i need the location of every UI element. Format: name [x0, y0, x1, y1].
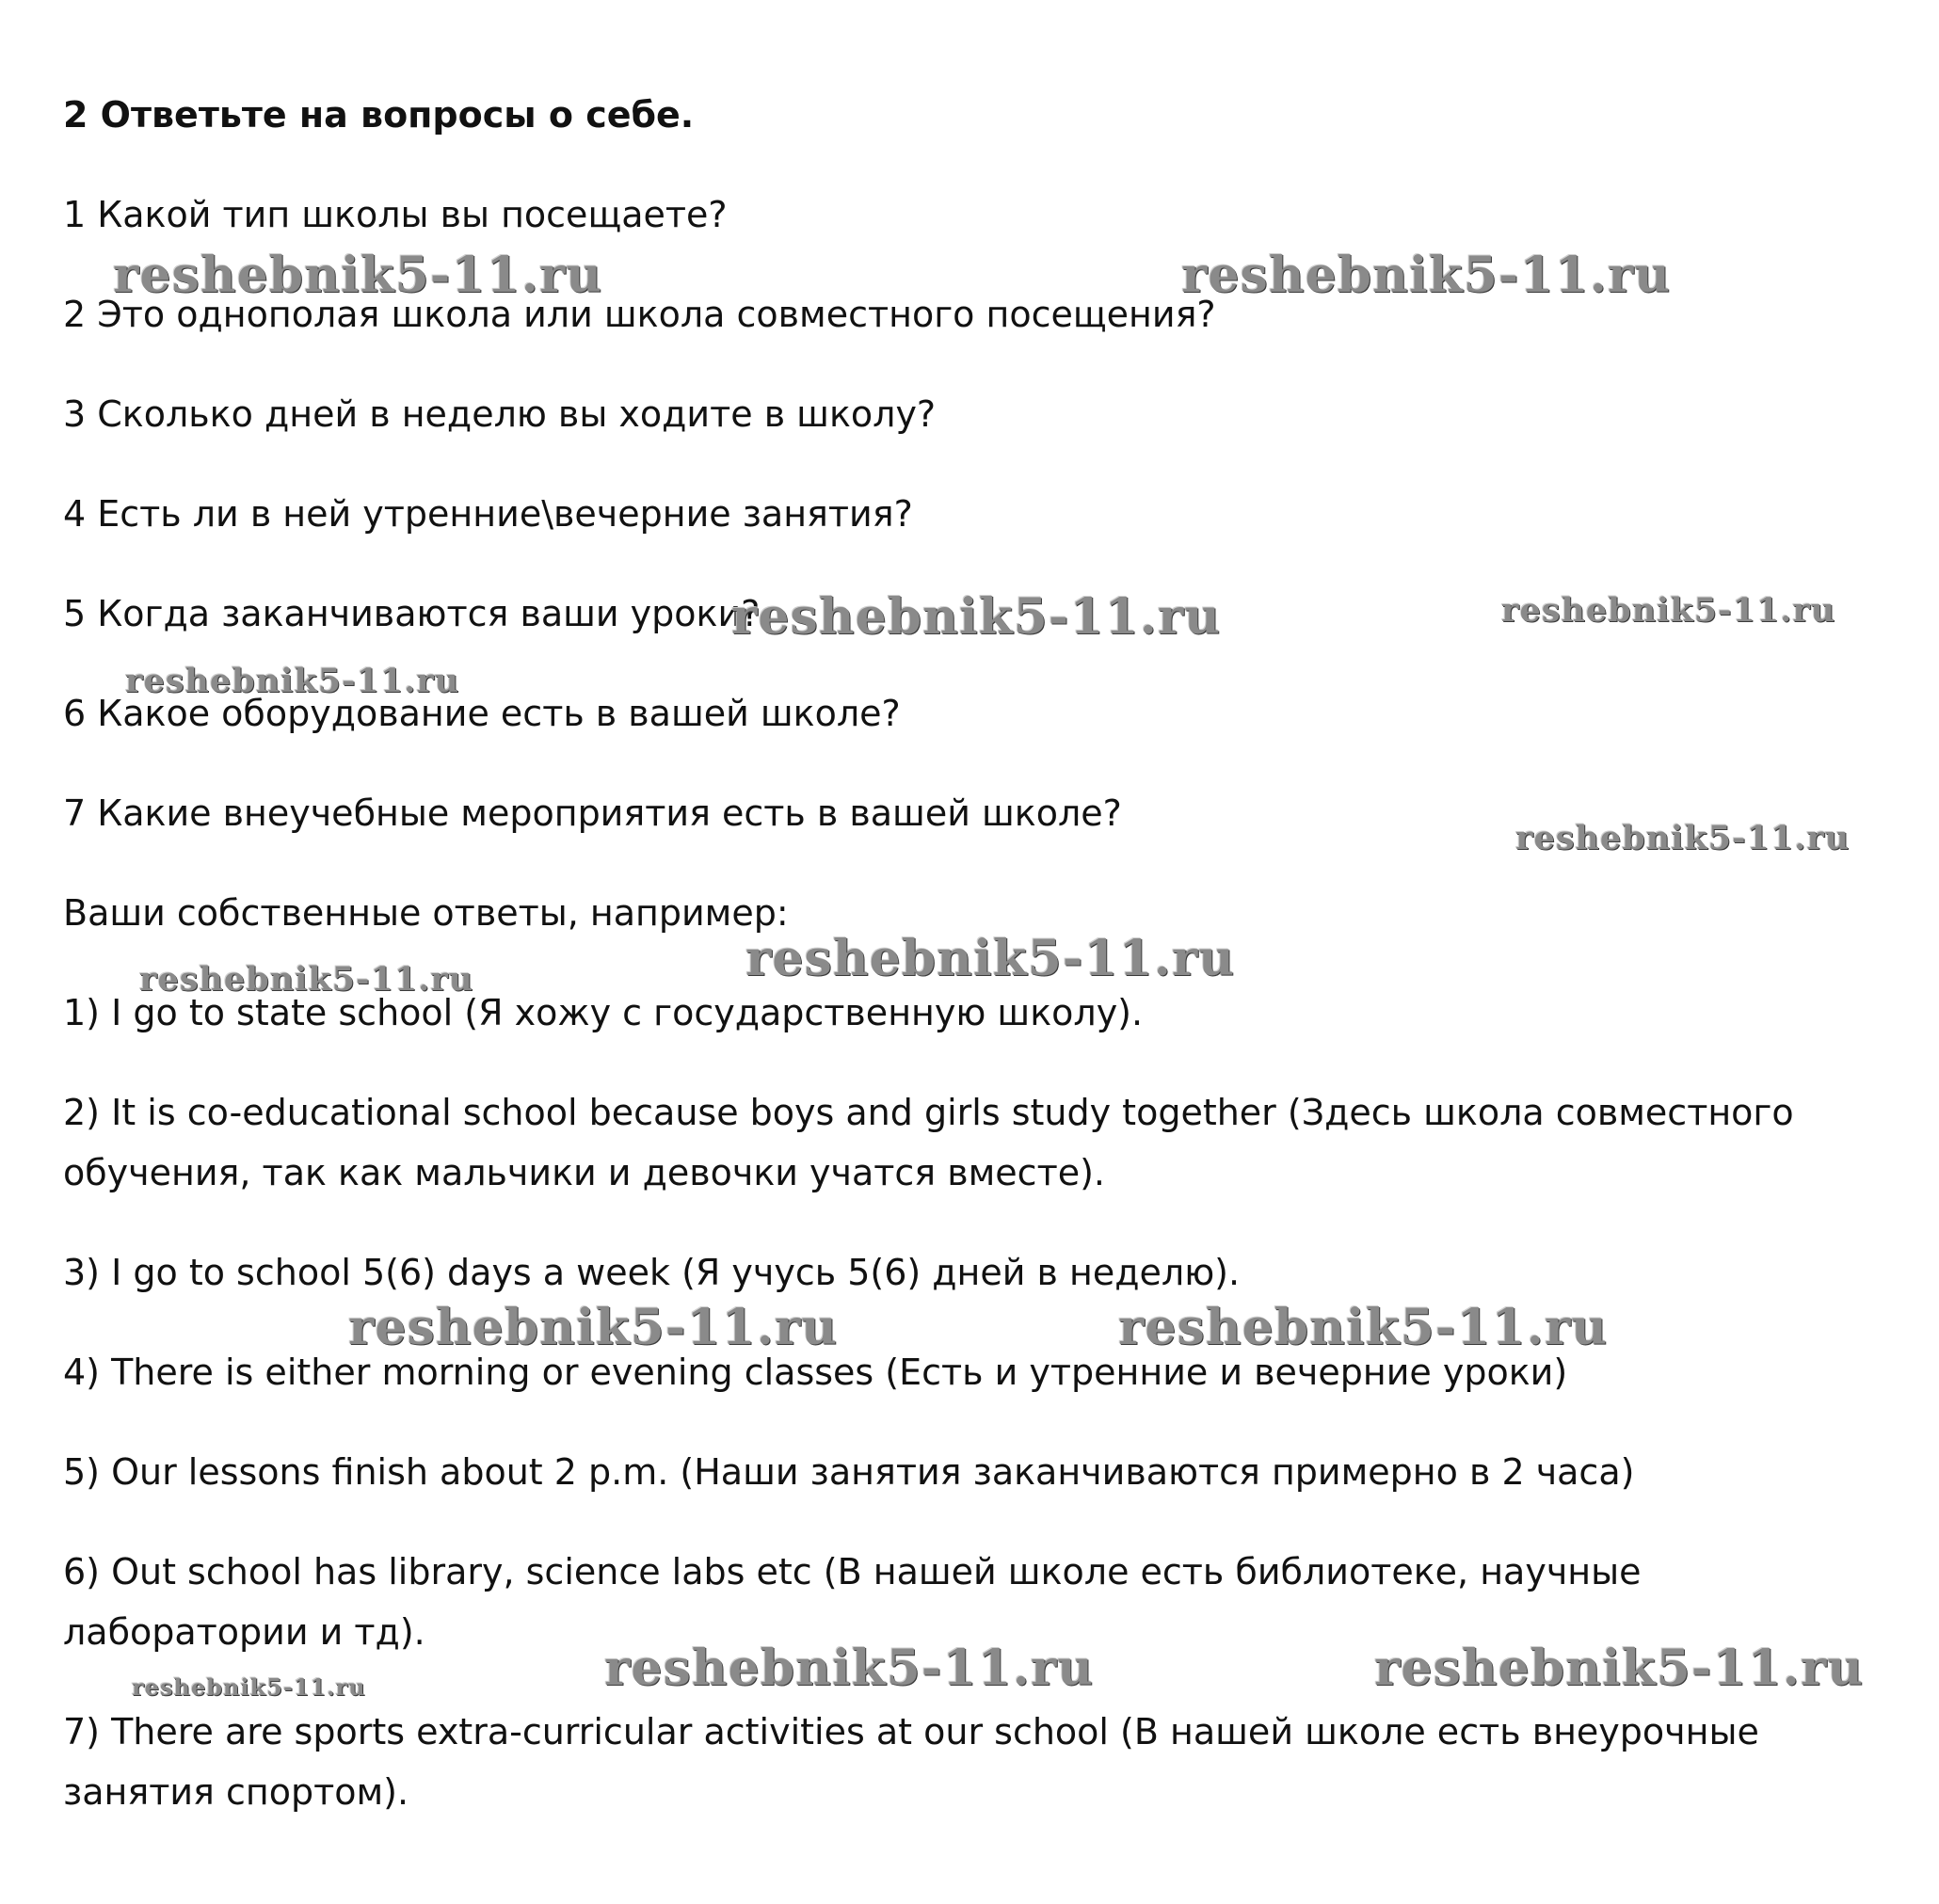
question-1: 1 Какой тип школы вы посещаете?: [63, 194, 728, 235]
answer-3: 3) I go to school 5(6) days a week (Я учусь 5(6) дней в неделю).: [63, 1252, 1241, 1293]
watermark: reshebnik5-11.ru: [125, 662, 460, 700]
question-2: 2 Это однополая школа или школа совместного посещения?: [63, 294, 1216, 335]
question-6: 6 Какое оборудование есть в вашей школе?: [63, 693, 901, 734]
watermark: reshebnik5-11.ru: [113, 247, 603, 304]
answer-4: 4) There is either morning or evening classes (Есть и утренние и вечерние уроки): [63, 1352, 1568, 1393]
heading: 2 Ответьте на вопросы о себе.: [63, 94, 695, 136]
watermark: reshebnik5-11.ru: [348, 1299, 839, 1356]
answer-7: 7) There are sports extra-curricular activities at our school (В нашей школе есть внеурочные занятия спортом).: [63, 1711, 1759, 1813]
answer-2: 2) It is co-educational school because boys and girls study together (Здесь школа совместного обучения, так как мальчики и девочки учатся вместе).: [63, 1092, 1794, 1193]
question-4: 4 Есть ли в ней утренние\вечерние занятия?: [63, 493, 913, 535]
answers-intro: Ваши собственные ответы, например:: [63, 892, 789, 934]
answer-1: 1) I go to state school (Я хожу с государственную школу).: [63, 992, 1144, 1033]
question-3: 3 Сколько дней в неделю вы ходите в школу?: [63, 393, 937, 435]
watermark: reshebnik5-11.ru: [132, 1673, 366, 1701]
question-5: 5 Когда заканчиваются ваши уроки?: [63, 593, 761, 634]
watermark: reshebnik5-11.ru: [1374, 1640, 1865, 1697]
watermark: reshebnik5-11.ru: [604, 1640, 1095, 1697]
answer-5: 5) Our lessons finish about 2 p.m. (Наши занятия заканчиваются примерно в 2 часа): [63, 1451, 1635, 1493]
watermark: reshebnik5-11.ru: [1181, 247, 1672, 304]
watermark: reshebnik5-11.ru: [1515, 819, 1851, 857]
watermark: reshebnik5-11.ru: [731, 588, 1222, 646]
watermark: reshebnik5-11.ru: [745, 930, 1236, 987]
watermark: reshebnik5-11.ru: [139, 960, 474, 999]
answer-6: 6) Out school has library, science labs etc (В нашей школе есть библиотеке, научные лаборатории и тд).: [63, 1551, 1642, 1653]
question-7: 7 Какие внеучебные мероприятия есть в вашей школе?: [63, 792, 1122, 834]
watermark: reshebnik5-11.ru: [1501, 591, 1836, 630]
watermark: reshebnik5-11.ru: [1118, 1299, 1609, 1356]
